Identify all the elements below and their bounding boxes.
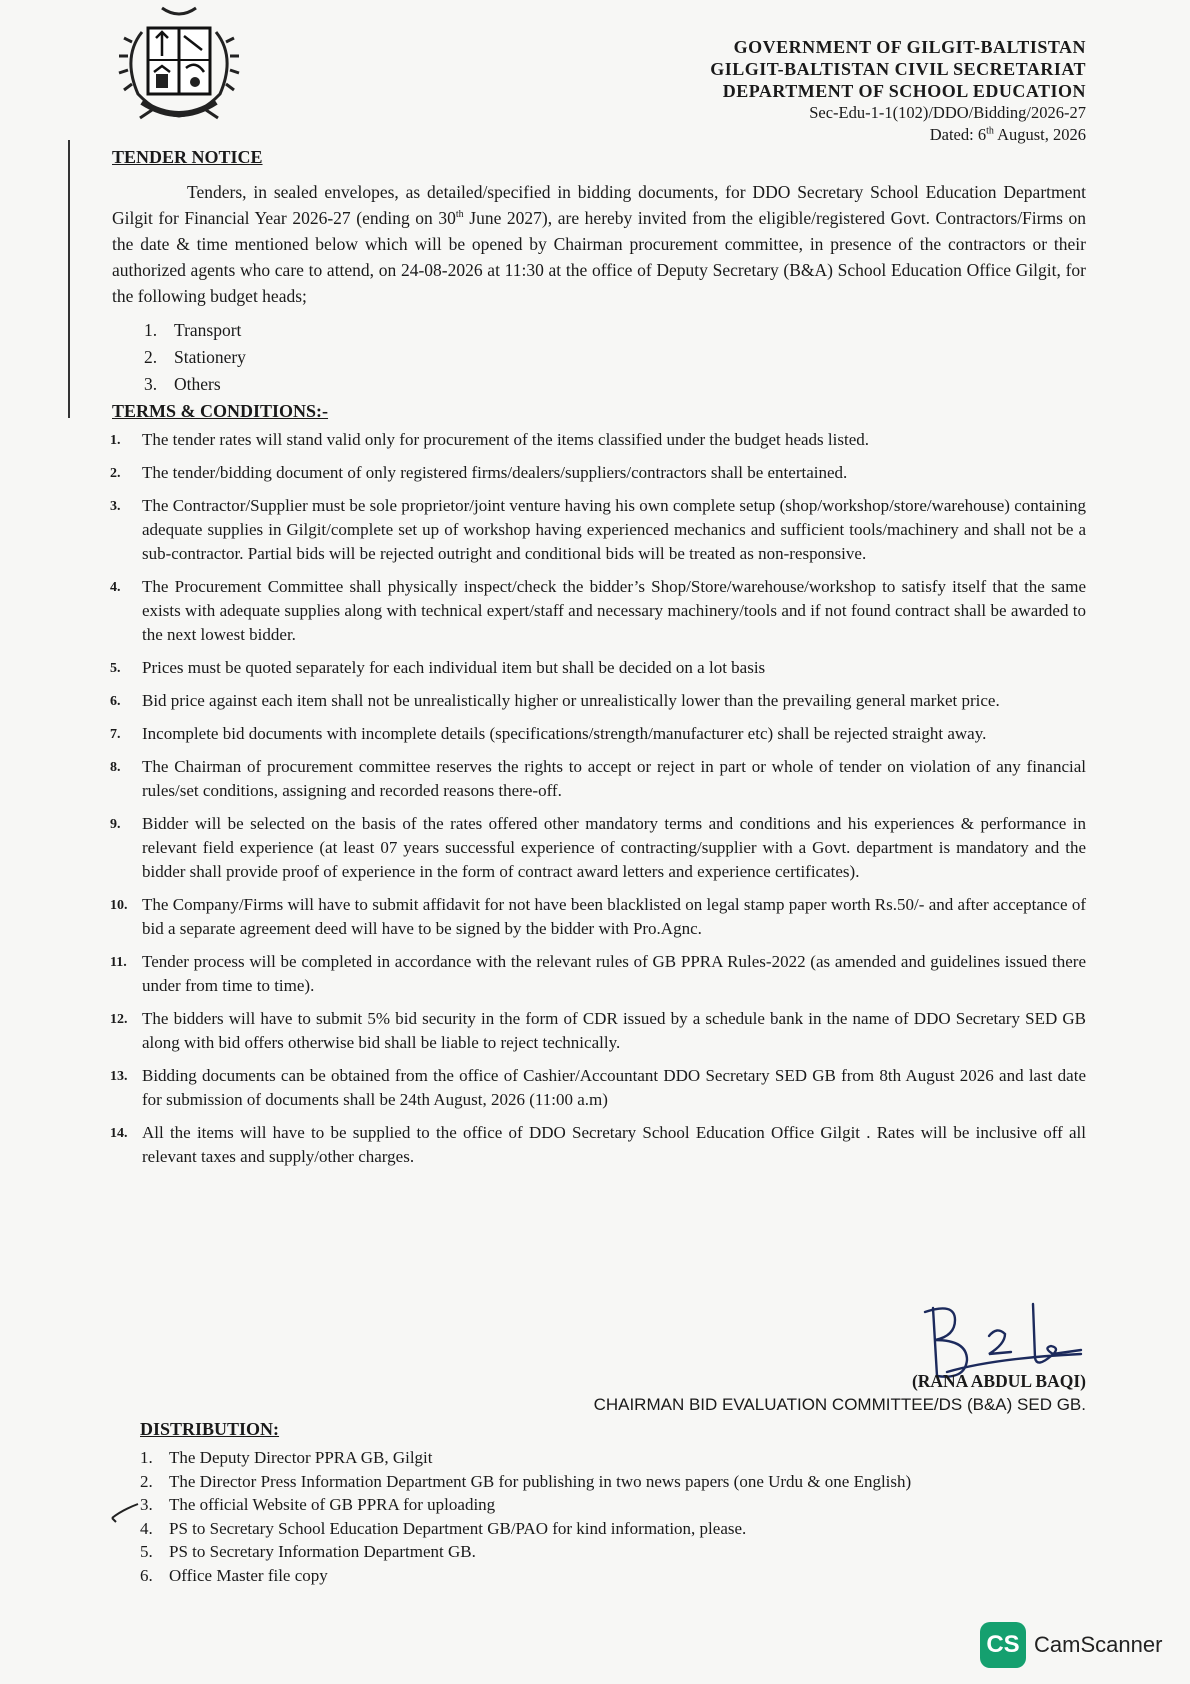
budget-head-item	[144, 317, 246, 344]
term-item	[110, 656, 1086, 680]
term-item-text: Bidder will be selected on the basis of the rates offered other mandatory terms and conditions and his experiences & performance in relevant field experience (at least 07 years successful experience of contracting/supplier with a Govt. department is mandatory and the bidder shall provide proof of experience in the form of contract award letters and experience certificates).	[142, 814, 1086, 881]
camscanner-logo-icon: CS	[980, 1622, 1026, 1668]
term-item-number: 14.	[110, 1126, 128, 1141]
distribution-item	[140, 1517, 911, 1541]
camscanner-watermark	[980, 1620, 1170, 1670]
term-item-text: Incomplete bid documents with incomplete details (specifications/strength/manufacturer etc) shall be rejected straight away.	[142, 724, 987, 743]
term-item-number: 4.	[110, 580, 121, 595]
distribution-item	[140, 1564, 911, 1588]
term-item-number: 6.	[110, 694, 121, 709]
budget-head-item-number: 2.	[144, 347, 158, 367]
term-item	[110, 1064, 1086, 1112]
distribution-item-text: PS to Secretary Information Department GB.	[169, 1542, 476, 1561]
distribution-title: DISTRIBUTION:	[140, 1419, 280, 1439]
margin-line	[68, 140, 70, 418]
distribution-item-number: 5.	[140, 1542, 153, 1561]
term-item-number: 12.	[110, 1012, 128, 1027]
distribution-item	[140, 1540, 911, 1564]
term-item-text: The Procurement Committee shall physically inspect/check the bidder’s Shop/Store/warehouse/workshop to satisfy itself that the same exists with adequate supplies along with technical expert/staff and necessary machinery/tools and if not found contract shall be awarded to the next lowest bidder.	[142, 577, 1086, 644]
term-item	[110, 689, 1086, 713]
terms-list	[110, 428, 1086, 1178]
term-item-text: Bid price against each item shall not be unrealistically higher or unrealistically lower than the prevailing general market price.	[142, 691, 1000, 710]
distribution-item-number: 3.	[140, 1495, 153, 1514]
budget-head-item	[144, 371, 246, 398]
distribution-item	[140, 1446, 911, 1470]
term-item	[110, 1007, 1086, 1055]
distribution-item-text: Office Master file copy	[169, 1565, 328, 1585]
signer-designation: CHAIRMAN BID EVALUATION COMMITTEE/DS (B&A) SED GB.	[593, 1395, 1086, 1414]
date-line: Dated: 6th August, 2026	[929, 125, 1086, 144]
budget-head-item-number: 1.	[144, 320, 158, 340]
term-item-text: The Contractor/Supplier must be sole proprietor/joint venture having his own complete setup (shop/workshop/store/warehouse) containing adequate supplies in Gilgit/complete set up of workshop having experienced mechanics and sufficient tools/machinery and shall not be a sub-contractor. Partial bids will be rejected outright and conditional bids will be treated as non-responsive.	[142, 496, 1086, 563]
distribution-item	[140, 1470, 911, 1494]
budget-head-item-text: Others	[174, 374, 221, 394]
term-item-text: All the items will have to be supplied to the office of DDO Secretary School Education Office Gilgit . Rates will be inclusive off all relevant taxes and supply/other charges.	[142, 1123, 1086, 1166]
camscanner-label: CamScanner	[1034, 1632, 1163, 1657]
distribution-item	[140, 1493, 911, 1517]
term-item-text: The tender/bidding document of only registered firms/dealers/suppliers/contractors shall be entertained.	[142, 463, 848, 482]
budget-heads-list	[144, 317, 246, 398]
term-item-text: Prices must be quoted separately for each individual item but shall be decided on a lot basis	[142, 658, 766, 677]
term-item	[110, 950, 1086, 998]
term-item	[110, 722, 1086, 746]
intro-paragraph: Tenders, in sealed envelopes, as detailed/specified in bidding documents, for DDO Secretary School Education Department Gilgit for Financial Year 2026-27 (ending on 30th June 2027), are hereby invited from the eligible/registered Govt. Contractors/Firms on the date & time mentioned below which will be opened by Chairman procurement committee, in presence of the contractors or their authorized agents who care to attend, on 24-08-2026 at 11:30 at the office of Deputy Secretary (B&A) School Education Office Gilgit, for the following budget heads;	[112, 182, 1086, 306]
term-item-text: Bidding documents can be obtained from the office of Cashier/Accountant DDO Secretary SED GB from 8th August 2026 and last date for submission of documents shall be 24th August, 2026 (11:00 a.m)	[142, 1066, 1086, 1109]
term-item	[110, 428, 1086, 452]
term-item-number: 5.	[110, 661, 121, 676]
distribution-item-text: The Director Press Information Department GB for publishing in two news papers (one Urdu & one English)	[169, 1471, 912, 1491]
reference-number: Sec-Edu-1-1(102)/DDO/Bidding/2026-27	[809, 103, 1086, 122]
distribution-item-text: PS to Secretary School Education Department GB/PAO for kind information, please.	[169, 1518, 747, 1538]
letterhead	[710, 36, 1086, 146]
distribution-list	[140, 1446, 911, 1587]
header-department: DEPARTMENT OF SCHOOL EDUCATION	[722, 81, 1086, 101]
header-government: GOVERNMENT OF GILGIT-BALTISTAN	[733, 37, 1086, 57]
distribution-item-number: 4.	[140, 1518, 153, 1538]
term-item	[110, 893, 1086, 941]
term-item-number: 8.	[110, 760, 121, 775]
term-item	[110, 461, 1086, 485]
header-secretariat: GILGIT-BALTISTAN CIVIL SECRETARIAT	[710, 59, 1086, 79]
term-item-number: 13.	[110, 1069, 128, 1084]
term-item-number: 9.	[110, 817, 121, 832]
signer-name: (RANA ABDUL BAQI)	[911, 1371, 1086, 1391]
budget-head-item-number: 3.	[144, 374, 158, 394]
term-item-number: 2.	[110, 466, 121, 481]
term-item-text: The Company/Firms will have to submit affidavit for not have been blacklisted on legal stamp paper worth Rs.50/- and after acceptance of bid a separate agreement deed will have to be signed by the bidder with Pro.Agnc.	[142, 895, 1086, 938]
tender-notice-title: TENDER NOTICE	[112, 147, 263, 167]
distribution-item-number: 2.	[140, 1471, 153, 1491]
term-item-text: The bidders will have to submit 5% bid security in the form of CDR issued by a schedule bank in the name of DDO Secretary SED GB along with bid offers otherwise bid shall be liable to reject technically.	[142, 1009, 1086, 1052]
term-item-text: The tender rates will stand valid only for procurement of the items classified under the budget heads listed.	[142, 430, 870, 449]
government-emblem-icon	[112, 2, 246, 124]
terms-title: TERMS & CONDITIONS:-	[112, 401, 329, 421]
term-item-number: 1.	[110, 433, 121, 448]
term-item-number: 11.	[110, 955, 127, 970]
term-item-number: 10.	[110, 898, 128, 913]
distribution-item-text: The official Website of GB PPRA for uploading	[169, 1495, 496, 1514]
distribution-item-text: The Deputy Director PPRA GB, Gilgit	[169, 1448, 433, 1467]
term-item	[110, 812, 1086, 884]
term-item	[110, 494, 1086, 566]
budget-head-item-text: Stationery	[174, 347, 246, 367]
distribution-item-number: 1.	[140, 1448, 153, 1467]
term-item	[110, 575, 1086, 647]
term-item-number: 7.	[110, 727, 121, 742]
term-item-text: The Chairman of procurement committee reserves the rights to accept or reject in part or whole of tender on violation of any financial rules/set conditions, assigning and recorded reasons there-off.	[142, 757, 1086, 800]
term-item	[110, 755, 1086, 803]
budget-head-item-text: Transport	[174, 320, 242, 340]
handwritten-tick-mark	[108, 1500, 142, 1524]
distribution-item-number: 6.	[140, 1565, 153, 1585]
budget-head-item	[144, 344, 246, 371]
term-item-text: Tender process will be completed in accordance with the relevant rules of GB PPRA Rules-2022 (as amended and guidelines issued there under from time to time).	[142, 952, 1086, 995]
term-item	[110, 1121, 1086, 1169]
term-item-number: 3.	[110, 499, 121, 514]
